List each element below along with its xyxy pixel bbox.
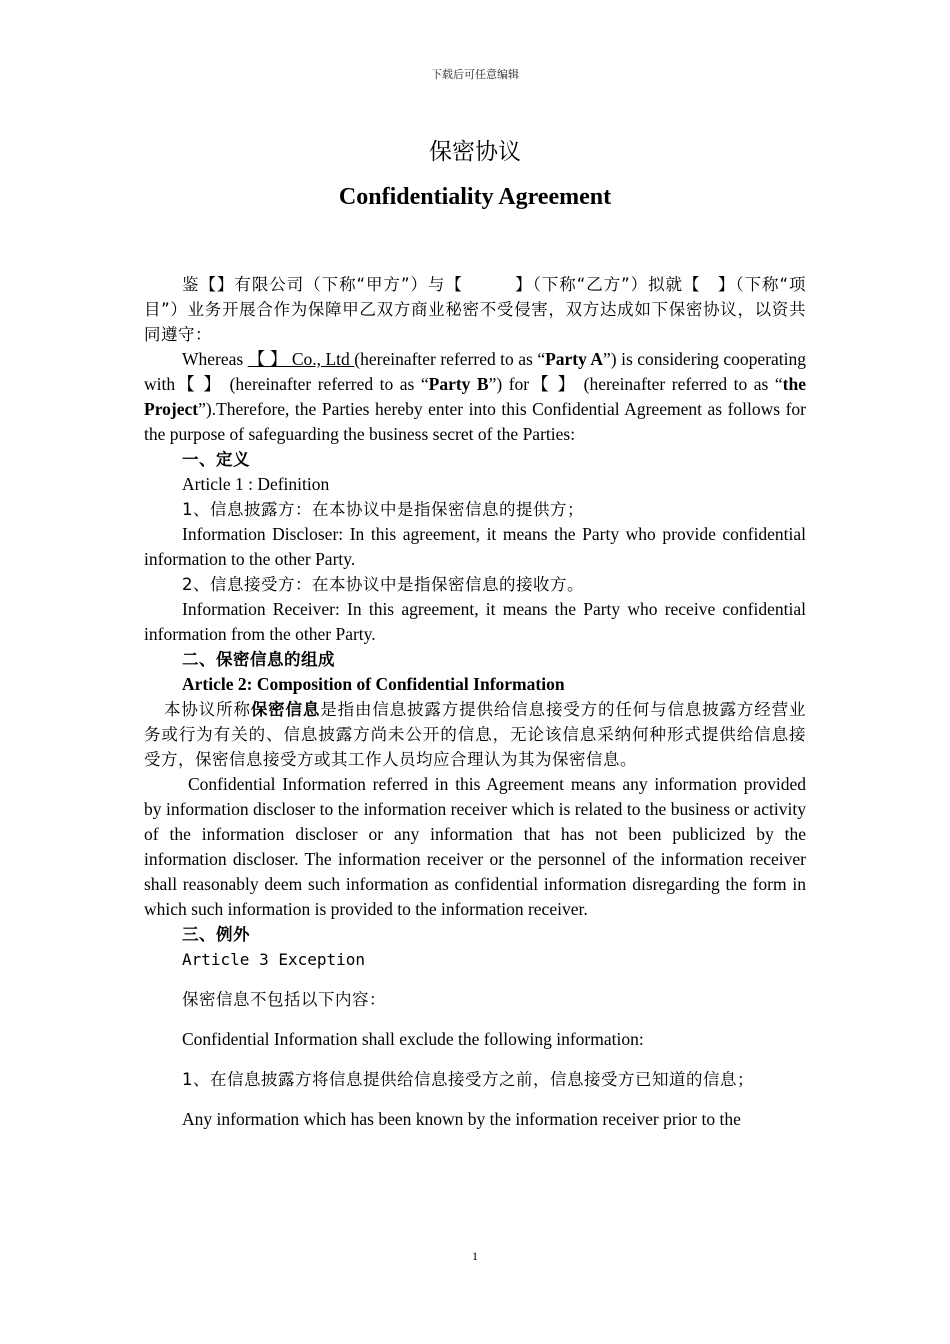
article2-heading-cn: 二、保密信息的组成 [182,650,335,669]
document-body [144,272,806,1132]
article3-item1-en: Any information which has been known by the information receiver prior to the [182,1109,741,1129]
article2-para-en: Confidential Information referred in this Agreement means any information provided by information discloser to the information receiver which is related to the business or activity of the information discloser or any information that has not been publicized by the information discloser. The information receiver or the personnel of the information receiver shall reasonably deem such information as confidential information disregarding the form in which such information is provided to the information receiver. [144,774,806,919]
intro-en-text: ”).Therefore, the Parties hereby enter into this Confidential Agreement as follows for the purpose of safeguarding the business secret of the Parties: [144,399,806,444]
article3-heading-cn: 三、例外 [182,925,250,944]
article3-intro-en: Confidential Information shall exclude the following information: [182,1029,644,1049]
party-b-term: Party B [428,374,489,394]
article1-heading-en: Article 1 : Definition [182,474,330,494]
intro-en-text: (hereinafter referred to as “ [354,349,546,369]
title-chinese: 保密协议 [429,139,521,165]
article3-item1-cn: 1、在信息披露方将信息提供给信息接受方之前，信息接受方已知道的信息； [182,1070,754,1089]
confidential-info-term: 保密信息 [250,700,321,719]
project-term: the Project [144,374,806,419]
intro-en-text: Whereas [182,349,248,369]
article2-para-cn-text: 是指由信息披露方提供给信息接受方的任何与信息披露方经营业务或行为有关的、信息披露方尚未公开的信息，无论该信息采纳何种形式提供给信息接受方，保密信息接受方或其工作人员均应合理认为其为保密信息。 [144,700,807,769]
article2-heading-en: Article 2: Composition of Confidential Information [182,674,565,694]
intro-en-text: ”) is considering cooperating with【 】 (hereinafter referred to as “ [144,349,806,394]
page-number: 1 [472,1249,478,1263]
article1-item1-cn: 1、信息披露方：在本协议中是指保密信息的提供方； [182,500,584,519]
party-a-term: Party A [545,349,604,369]
article3-intro-cn: 保密信息不包括以下内容： [182,990,386,1009]
company-blank: 【 】 Co., Ltd [247,349,355,369]
title-english: Confidentiality Agreement [338,184,612,210]
intro-cn: 鉴【】有限公司（下称“甲方”）与【 】（下称“乙方”）拟就【 】（下称“项目”）业务开展合作为保障甲乙双方商业秘密不受侵害，双方达成如下保密协议，以资共同遵守： [144,275,806,344]
article3-heading-en: Article 3 Exception [182,950,366,969]
article2-para-cn [144,697,806,772]
article1-item1-en: Information Discloser: In this agreement, it means the Party who provide confidential information to the other Party. [144,524,806,569]
article2-para-cn-text: 本协议所称 [164,700,251,719]
intro-en-text: ”) for【 】 (hereinafter referred to as “ [488,374,783,394]
article1-item2-en: Information Receiver: In this agreement, it means the Party who receive confidential information from the other Party. [144,599,806,644]
page-header: 下载后可任意编辑 [431,68,519,81]
article1-item2-cn: 2、信息接受方：在本协议中是指保密信息的接收方。 [182,575,584,594]
article1-heading-cn: 一、定义 [182,450,250,469]
intro-en [144,347,806,447]
